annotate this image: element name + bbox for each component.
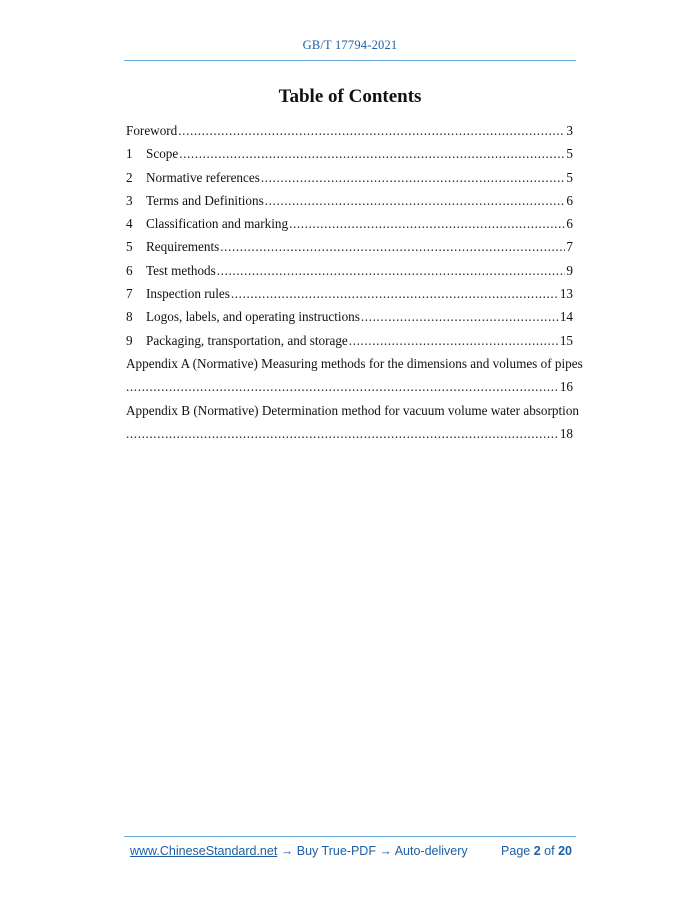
toc-entry-page: 6 — [566, 216, 573, 232]
toc-leader-dots — [220, 235, 565, 258]
header-divider — [124, 60, 576, 61]
toc-title: Table of Contents — [278, 86, 422, 107]
toc-entry-number: 8 — [126, 309, 133, 325]
toc-entry-number: 5 — [126, 239, 133, 255]
toc-leader-dots — [179, 142, 565, 165]
page-total: 20 — [558, 844, 572, 858]
toc-entry-leader-line — [126, 422, 573, 445]
toc-leader-dots — [261, 166, 566, 189]
toc-entry-number: 4 — [126, 216, 133, 232]
page-indicator — [501, 844, 572, 858]
toc-entry-label: Appendix B (Normative) Determination method for vacuum volume water absorption — [126, 402, 580, 418]
table-of-contents — [126, 119, 583, 445]
toc-entry-label: Inspection rules — [146, 286, 230, 302]
page-of-label: of — [544, 844, 555, 858]
toc-entry-page: 15 — [559, 332, 573, 348]
toc-leader-dots — [349, 329, 559, 352]
toc-entry-scope[interactable] — [126, 142, 573, 165]
toc-leader-dots — [265, 189, 566, 212]
toc-leader-dots — [178, 119, 565, 142]
toc-entry-inspection-rules[interactable] — [126, 282, 573, 305]
toc-entry-number: 1 — [126, 146, 133, 162]
toc-entry-label: Requirements — [146, 239, 220, 255]
toc-entry-label: Scope — [146, 146, 179, 162]
toc-entry-number: 9 — [126, 332, 133, 348]
toc-leader-dots — [289, 212, 565, 235]
toc-entry-number: 3 — [126, 192, 133, 208]
toc-entry-page: 13 — [559, 286, 573, 302]
toc-entry-page: 3 — [566, 123, 573, 138]
toc-entry-page: 16 — [559, 379, 573, 395]
toc-entry-test-methods[interactable] — [126, 259, 573, 282]
footer-divider — [124, 836, 576, 837]
page-footer — [130, 844, 572, 858]
page-current: 2 — [533, 844, 541, 858]
toc-entry-number: 6 — [126, 262, 133, 278]
toc-leader-dots — [126, 375, 559, 398]
toc-leader-dots — [361, 305, 559, 328]
toc-leader-dots — [231, 282, 559, 305]
toc-entry-label: Logos, labels, and operating instructions — [146, 309, 360, 325]
toc-entry-label: Appendix A (Normative) Measuring methods for the dimensions and volumes of pipes — [126, 355, 583, 371]
toc-entry-packaging[interactable] — [126, 329, 573, 352]
website-link[interactable]: www.ChineseStandard.net — [130, 844, 278, 858]
toc-entry-page: 5 — [566, 146, 573, 162]
document-code: GB/T 17794-2021 — [302, 38, 398, 52]
toc-entry-label: Classification and marking — [146, 216, 289, 232]
toc-entry-page: 14 — [559, 309, 573, 325]
toc-entry-number: 7 — [126, 286, 133, 302]
toc-leader-dots — [217, 259, 566, 282]
toc-entry-leader-line — [126, 375, 573, 398]
toc-entry-label: Normative references — [146, 169, 260, 185]
toc-entry-page: 5 — [566, 169, 573, 185]
toc-entry-normative-references[interactable] — [126, 166, 573, 189]
toc-entry-appendix-a[interactable] — [126, 352, 583, 399]
toc-entry-label: Terms and Definitions — [146, 192, 264, 208]
toc-entry-label: Packaging, transportation, and storage — [146, 332, 348, 348]
toc-entry-label: Foreword — [126, 123, 178, 138]
toc-entry-page: 7 — [566, 239, 573, 255]
toc-entry-page: 9 — [566, 262, 573, 278]
page-label: Page — [501, 844, 531, 858]
toc-entry-requirements[interactable] — [126, 235, 573, 258]
toc-entry-label: Test methods — [146, 262, 216, 278]
toc-entry-appendix-b[interactable] — [126, 399, 580, 446]
footer-tagline: → Buy True-PDF → Auto-delivery — [280, 844, 468, 858]
toc-entry-number: 2 — [126, 169, 133, 185]
toc-entry-foreword[interactable] — [126, 119, 573, 142]
toc-entry-page: 6 — [566, 192, 573, 208]
toc-entry-terms-and-definitions[interactable] — [126, 189, 573, 212]
toc-leader-dots — [126, 422, 559, 445]
toc-entry-page: 18 — [559, 425, 573, 441]
toc-entry-classification-and-marking[interactable] — [126, 212, 573, 235]
toc-entry-logos-labels[interactable] — [126, 305, 573, 328]
